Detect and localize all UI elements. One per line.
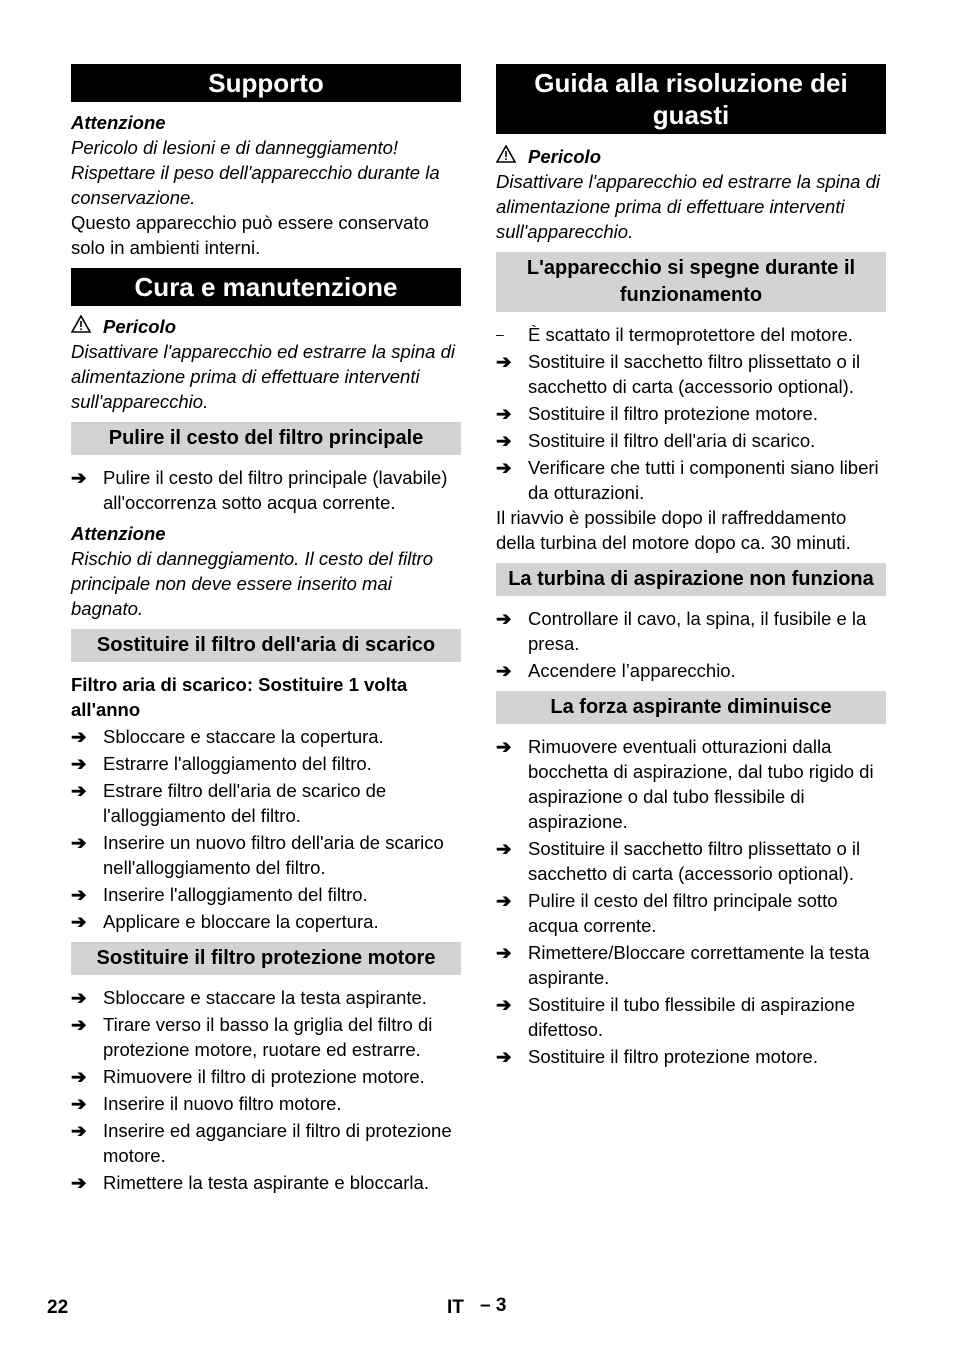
arrow-bullet-icon: ➔ [496,942,512,963]
arrow-bullet-icon: ➔ [496,838,512,859]
arrow-bullet-icon: ➔ [496,1046,512,1067]
list-item [71,1118,461,1168]
list-item [71,1091,461,1116]
list-item [496,349,886,399]
motore-list [71,985,461,1195]
list-item-text: Tirare verso il basso la griglia del filtro di protezione motore, ruotare ed estrarre. [103,1014,433,1060]
list-item-text: Verificare che tutti i componenti siano liberi da otturazioni. [528,457,879,503]
list-item [71,778,461,828]
pulire-list [71,465,461,515]
list-item-text: Inserire il nuovo filtro motore. [103,1093,342,1114]
arrow-bullet-icon: ➔ [496,890,512,911]
attention-label: Attenzione [71,112,166,133]
arrow-bullet-icon: ➔ [71,884,87,905]
list-item-text: Rimuovere eventuali otturazioni dalla bocchetta di aspirazione, dal tubo rigido di aspirazione o dal tubo flessibile di aspirazione. [528,736,874,832]
list-item-text: Estrare filtro dell'aria de scarico de l'alloggiamento del filtro. [103,780,387,826]
list-item-text: Sostituire il filtro protezione motore. [528,1046,818,1067]
list-item-text: Inserire ed agganciare il filtro di protezione motore. [103,1120,452,1166]
list-item-text: Inserire un nuovo filtro dell'aria de scarico nell'alloggiamento del filtro. [103,832,444,878]
list-item [71,465,461,515]
list-item [71,882,461,907]
list-item-text: Rimettere/Bloccare correttamente la testa aspirante. [528,942,870,988]
arrow-bullet-icon: ➔ [71,467,87,488]
arrow-bullet-icon: ➔ [496,457,512,478]
warning-triangle-icon [496,144,518,169]
danger-warning [71,314,461,339]
arrow-bullet-icon: ➔ [496,660,512,681]
list-item [496,658,886,683]
arrow-bullet-icon: ➔ [496,351,512,372]
arrow-bullet-icon: ➔ [71,1120,87,1141]
list-item-text: Pulire il cesto del filtro principale sotto acqua corrente. [528,890,838,936]
arrow-bullet-icon: ➔ [71,987,87,1008]
heading-spegne: L'apparecchio si spegne durante il funzionamento [496,252,886,312]
restart-text: Il riavvio è possibile dopo il raffreddamento della turbina del motore dopo ca. 30 minuti. [496,507,851,553]
warning-triangle-icon [71,314,93,339]
list-item [71,1170,461,1195]
list-item-text: Rimettere la testa aspirante e bloccarla. [103,1172,429,1193]
list-item [71,830,461,880]
list-item-text: Sostituire il tubo flessibile di aspirazione difettoso. [528,994,856,1040]
list-item [71,1012,461,1062]
language-code: IT [447,1297,464,1318]
list-item [496,401,886,426]
list-item-text: Sostituire il sacchetto filtro plissettato o il sacchetto di carta (accessorio optional). [528,351,861,397]
list-item-text: Inserire l'alloggiamento del filtro. [103,884,368,905]
list-item [496,734,886,834]
list-item [71,985,461,1010]
heading-cura: Cura e manutenzione [71,268,461,306]
danger-text: Disattivare l'apparecchio ed estrarre la spina di alimentazione prima di effettuare interventi sull'apparecchio. [496,171,881,242]
arrow-bullet-icon: ➔ [71,1066,87,1087]
list-item [71,909,461,934]
list-item [496,836,886,886]
arrow-bullet-icon: ➔ [496,994,512,1015]
arrow-bullet-icon: ➔ [71,832,87,853]
heading-supporto: Supporto [71,64,461,102]
arrow-bullet-icon: ➔ [496,736,512,757]
left-column [71,64,461,1195]
dash-bullet: – [496,326,504,342]
list-item-text: Sostituire il filtro dell'aria di scarico. [528,430,816,451]
heading-aria: Sostituire il filtro dell'aria di scarico [71,629,461,662]
danger-label: Pericolo [528,146,601,167]
turbina-list [496,606,886,683]
list-item-text: Sbloccare e staccare la copertura. [103,726,384,747]
list-item [496,940,886,990]
attention-label: Attenzione [71,523,166,544]
list-item [71,751,461,776]
list-item [496,455,886,505]
aria-list [71,724,461,934]
heading-motore: Sostituire il filtro protezione motore [71,942,461,975]
heading-guida: Guida alla risoluzione dei guasti [496,64,886,134]
arrow-bullet-icon: ➔ [71,1014,87,1035]
list-item-text: Controllare il cavo, la spina, il fusibile e la presa. [528,608,867,654]
danger-text: Disattivare l'apparecchio ed estrarre la spina di alimentazione prima di effettuare interventi sull'apparecchio. [71,341,456,412]
arrow-bullet-icon: ➔ [496,403,512,424]
list-item-text: Sostituire il sacchetto filtro plissettato o il sacchetto di carta (accessorio optional). [528,838,861,884]
arrow-bullet-icon: ➔ [71,1093,87,1114]
arrow-bullet-icon: ➔ [71,1172,87,1193]
page-number: 22 [47,1297,69,1318]
subheading-aria: Filtro aria di scarico: Sostituire 1 volta all'anno [71,674,408,720]
arrow-bullet-icon: ➔ [71,753,87,774]
forza-list [496,734,886,1069]
attention-text: Rischio di danneggiamento. Il cesto del filtro principale non deve essere inserito mai bagnato. [71,548,433,619]
arrow-bullet-icon: ➔ [496,608,512,629]
heading-turbina: La turbina di aspirazione non funziona [496,563,886,596]
list-item-text: Accendere l’apparecchio. [528,660,736,681]
list-item [496,992,886,1042]
section-page: – 3 [480,1295,507,1316]
list-item-text: Applicare e bloccare la copertura. [103,911,379,932]
arrow-bullet-icon: ➔ [496,430,512,451]
list-item-text: Estrarre l'alloggiamento del filtro. [103,753,372,774]
arrow-bullet-icon: ➔ [71,911,87,932]
arrow-bullet-icon: ➔ [71,726,87,747]
list-item [71,1064,461,1089]
right-column [496,64,886,1069]
arrow-bullet-icon: ➔ [71,780,87,801]
list-item-text: Pulire il cesto del filtro principale (lavabile) all'occorrenza sotto acqua corrente. [103,467,448,513]
danger-warning [496,144,886,169]
dash-item [496,322,886,347]
list-item [496,428,886,453]
list-item-text: Rimuovere il filtro di protezione motore. [103,1066,425,1087]
list-item [71,724,461,749]
list-item-text: Sbloccare e staccare la testa aspirante. [103,987,427,1008]
list-item [496,1044,886,1069]
danger-label: Pericolo [103,316,176,337]
heading-pulire: Pulire il cesto del filtro principale [71,422,461,455]
list-item [496,888,886,938]
heading-forza: La forza aspirante diminuisce [496,691,886,724]
list-item-text: Sostituire il filtro protezione motore. [528,403,818,424]
list-item [496,606,886,656]
storage-text: Questo apparecchio può essere conservato solo in ambienti interni. [71,212,429,258]
attention-text: Pericolo di lesioni e di danneggiamento! Rispettare il peso dell'apparecchio durante la conservazione. [71,137,440,208]
dash-item-text: È scattato il termoprotettore del motore. [528,324,853,345]
spegne-list [496,349,886,505]
